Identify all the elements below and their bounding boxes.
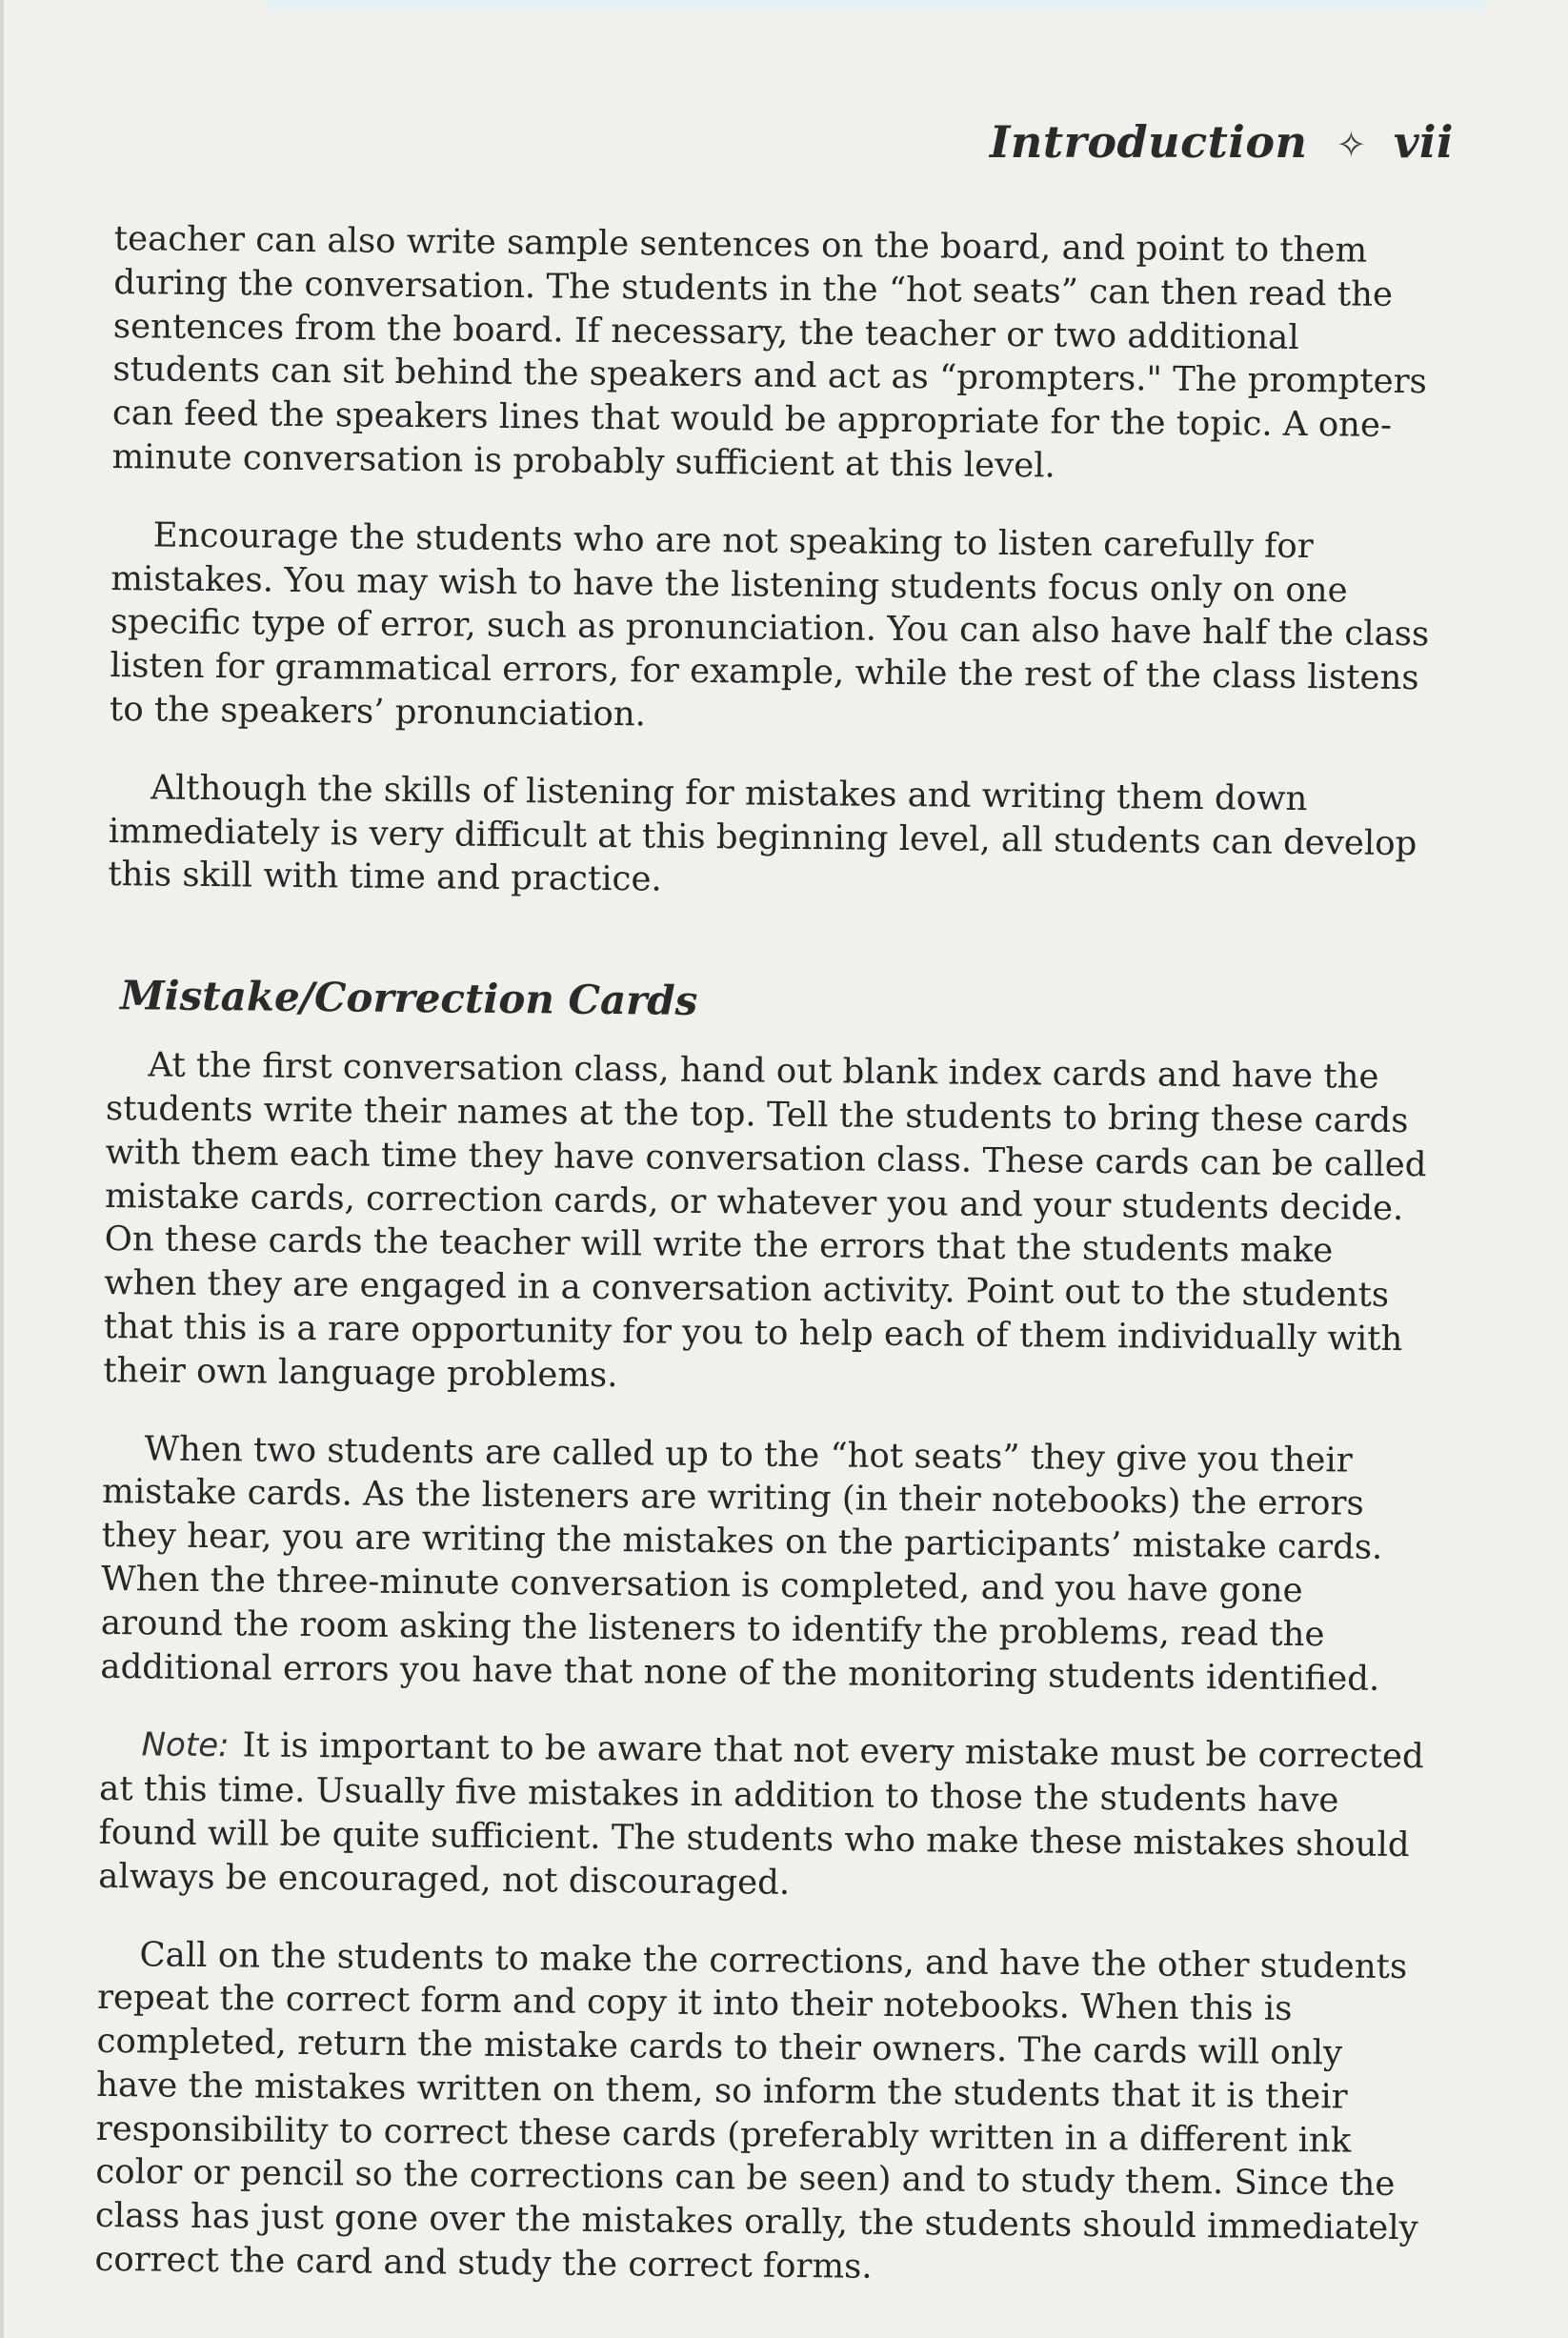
note-label: Note:: [141, 1725, 230, 1765]
paragraph-continued: teacher can also write sample sentences on the board, and point to them during the conversation. The students in the “hot seats” can then read the sentences from the board. If necessary, the teacher or two additional students can sit behind the speakers and act as “prompters." The prompters can feed the speakers lines that would be appropriate for the topic. A one-minute conversation is probably sufficient at this level.: [111, 218, 1428, 486]
running-head-section: Introduction: [989, 116, 1308, 168]
note-text: It is important to be aware that not every mistake must be corrected at this time. Usually five mistakes in addition to those the students have found will be quite sufficient. The students who make these mistakes should always be encouraged, not discouraged.: [98, 1725, 1424, 1903]
section-heading: Mistake/Correction Cards: [119, 972, 698, 1025]
paragraph-index-cards: At the first conversation class, hand out blank index cards and have the students write their names at the top. Tell the students to bring these cards with them each time they have conversation class. These cards can be called mistake cards, correction cards, or whatever you and your students decide. On these cards the teacher will write the errors that the students make when they are engaged in a conversation activity. Point out to the students that this is a rare opportunity for you to help each of them individually with their own language problems.: [103, 1045, 1427, 1395]
page-number: vii: [1393, 116, 1454, 168]
paragraph-listen-for-mistakes: Encourage the students who are not speaking to listen carefully for mistakes. You may wish to have the listening students focus only on one specific type of error, such as pronunciation. You can also have half the class listen for grammatical errors, for example, while the rest of the class listens to the speakers’ pronunciation.: [109, 515, 1430, 735]
paragraph-note: [98, 1723, 1429, 1911]
scan-top-band: [267, 0, 1486, 10]
body-text: [94, 217, 1443, 2328]
scan-left-edge: [0, 0, 4, 2338]
paragraph-listening-skills: Although the skills of listening for mistakes and writing them down immediately is very difficult at this beginning level, all students can develop this skill with time and practice.: [108, 768, 1417, 899]
paragraph-corrections: Call on the students to make the corrections, and have the other students repeat the correct form and copy it into their notebooks. When this is completed, return the mistake cards to their owners. The cards will only have the mistakes written on them, so inform the students that it is their responsibility to correct these cards (preferably written in a different ink color or pencil so the corrections can be seen) and to study them. Since the class has just gone over the mistakes orally, the students should immediately correct the card and study the correct forms.: [94, 1934, 1418, 2287]
star-ornament-icon: ✧: [1336, 124, 1367, 166]
paragraph-hot-seats: When two students are called up to the “hot seats” they give you their mistake cards. As the listeners are writing (in their notebooks) the errors they hear, you are writing the mistakes on the participants’ mistake cards. When the three-minute conversation is completed, and you have gone around the room asking the listeners to identify the problems, read the additional errors you have that none of the monitoring students identified.: [100, 1428, 1383, 1699]
running-head: [990, 116, 1454, 168]
